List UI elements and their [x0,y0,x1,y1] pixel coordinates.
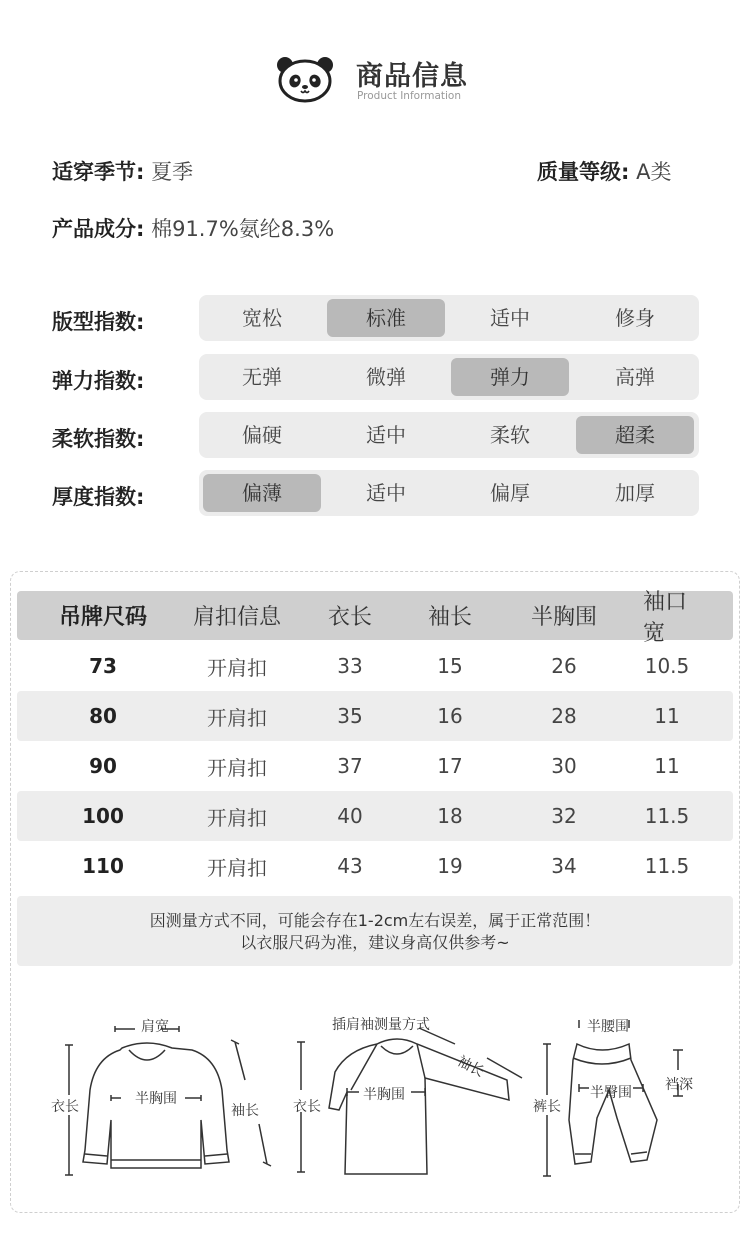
grade-key: 质量等级: [537,160,630,184]
table-cell: 33 [337,654,363,678]
table-cell: 开肩扣 [207,755,267,780]
label-shoulder-width: 肩宽 [141,1019,169,1035]
table-cell: 18 [437,804,463,828]
table-row [17,841,733,891]
size-cell: 100 [82,804,124,828]
table-cell: 28 [551,704,577,728]
table-cell: 16 [437,704,463,728]
table-cell: 10.5 [644,654,690,678]
index-option-bar [199,470,699,516]
label-rise: 裆深 [665,1077,693,1093]
index-label: 弹力指数: [52,369,145,393]
header-cell: 肩扣信息 [192,605,281,630]
label-half-chest: 半胸围 [135,1091,177,1107]
index-option: 适中 [366,481,406,505]
index-option: 适中 [366,423,406,447]
header-cell: 袖口宽 [643,589,688,646]
page-title: 商品信息 [356,61,468,92]
index-option-bar [199,412,699,458]
size-cell: 110 [82,854,124,878]
table-cell: 34 [551,854,577,878]
table-cell: 开肩扣 [207,805,267,830]
table-cell: 11 [654,704,680,728]
table-cell: 开肩扣 [207,855,267,880]
material-key: 产品成分: [52,217,145,241]
measurement-note [17,896,733,966]
table-row [17,691,733,741]
index-option: 无弹 [242,365,282,389]
index-label: 版型指数: [52,310,145,334]
table-cell: 17 [437,754,463,778]
table-cell: 35 [337,704,363,728]
label-length: 衣长 [51,1099,79,1115]
section-header [0,48,750,108]
index-option: 偏厚 [490,481,530,505]
index-label: 厚度指数: [52,485,145,509]
size-cell: 73 [89,654,117,678]
note-line: 以衣服尺码为准，建议身高仅供参考~ [240,933,510,952]
material-value: 棉91.7%氨纶8.3% [144,217,335,241]
table-cell: 40 [337,804,363,828]
table-row [17,791,733,841]
page-subtitle: Product Information [357,90,461,102]
index-option: 高弹 [615,365,655,389]
table-cell: 开肩扣 [207,655,267,680]
table-cell: 32 [551,804,577,828]
label-half-chest-raglan: 半胸围 [363,1087,405,1103]
table-cell: 37 [337,754,363,778]
header-cell: 吊牌尺码 [58,605,147,630]
table-cell: 26 [551,654,577,678]
table-cell: 11.5 [644,854,690,878]
material-info [52,213,334,243]
grade-value: A类 [629,160,672,184]
table-row [17,641,733,691]
label-half-waist: 半腰围 [587,1019,629,1035]
label-sleeve-length: 袖长 [231,1103,259,1119]
table-cell: 19 [437,854,463,878]
index-option-selected: 弹力 [451,358,569,396]
label-length-raglan: 衣长 [293,1099,321,1115]
panda-icon [274,54,336,104]
index-label: 柔软指数: [52,427,145,451]
index-option-selected: 超柔 [576,416,694,454]
index-option-selected: 偏薄 [203,474,321,512]
grade-info [537,156,671,186]
table-cell: 11.5 [644,804,690,828]
index-option: 宽松 [242,306,282,330]
raglan-sketch [297,1028,522,1174]
table-cell: 43 [337,854,363,878]
index-option: 加厚 [615,481,655,505]
index-option-selected: 标准 [327,299,445,337]
size-cell: 90 [89,754,117,778]
label-pants-length: 裤长 [533,1099,561,1115]
header-cell: 衣长 [327,605,372,630]
index-option: 微弹 [366,365,406,389]
label-half-hip: 半臀围 [590,1085,632,1101]
index-option: 适中 [490,306,530,330]
index-option: 偏硬 [242,423,282,447]
index-option: 柔软 [490,423,530,447]
index-option-bar [199,354,699,400]
table-cell: 11 [654,754,680,778]
header-cell: 袖长 [427,605,472,630]
size-table-header [17,589,733,646]
table-cell: 开肩扣 [207,705,267,730]
season-key: 适穿季节: [52,160,145,184]
table-row [17,741,733,791]
season-value: 夏季 [144,160,194,184]
label-sleeve-length-raglan: 袖长 [454,1053,487,1081]
index-option: 修身 [615,306,655,330]
season-info [52,156,193,186]
measurement-diagrams [17,1000,733,1205]
size-cell: 80 [89,704,117,728]
index-option-bar [199,295,699,341]
table-cell: 30 [551,754,577,778]
note-line: 因测量方式不同，可能会存在1-2cm左右误差，属于正常范围！ [149,911,601,930]
table-cell: 15 [437,654,463,678]
label-raglan-method: 插肩袖测量方式 [332,1017,430,1033]
header-cell: 半胸围 [530,605,597,630]
